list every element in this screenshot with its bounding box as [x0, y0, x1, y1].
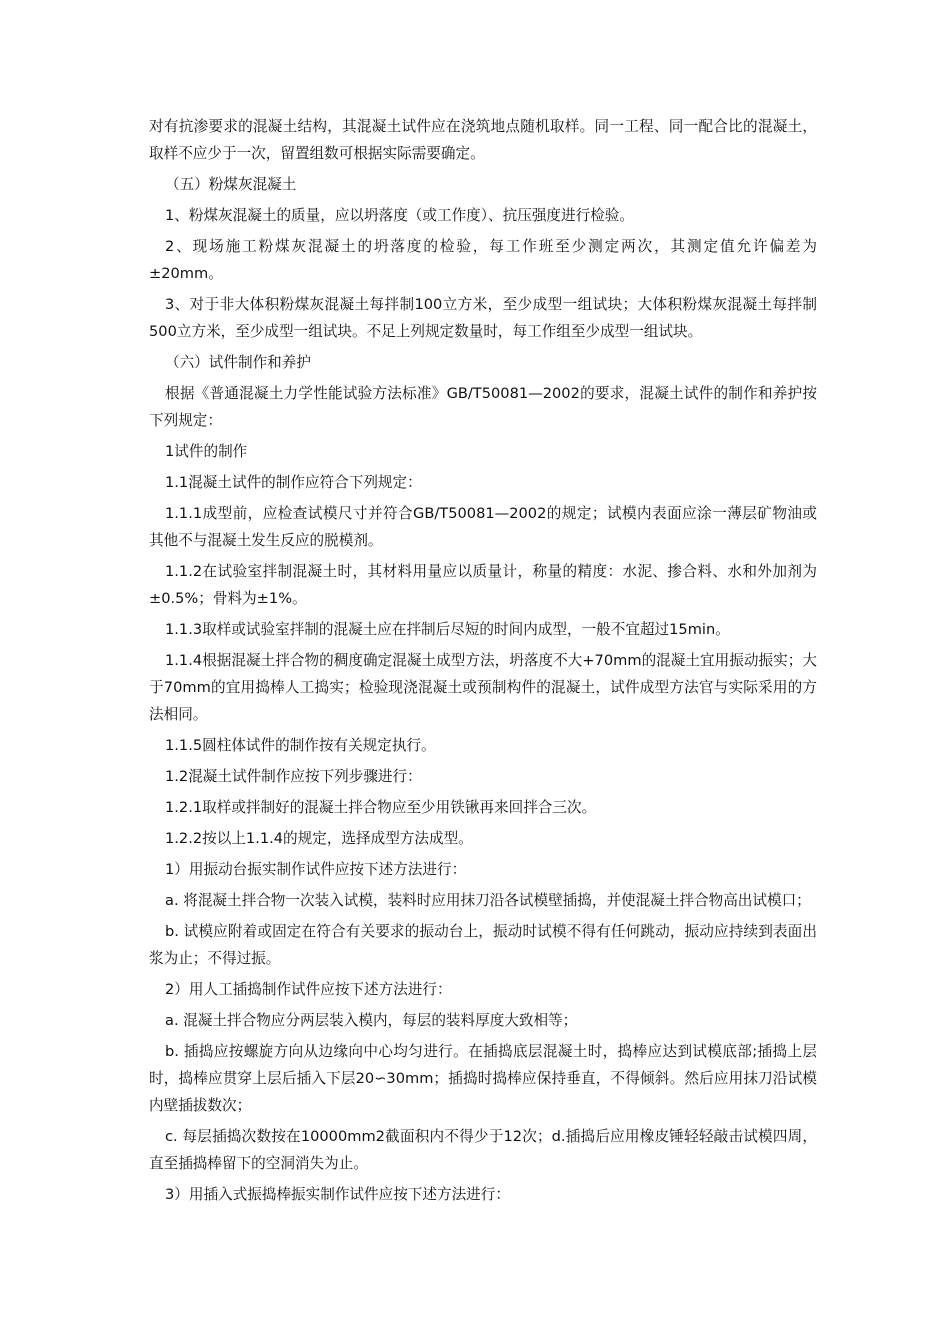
paragraph: 3、对于非大体积粉煤灰混凝土每拌制100立方米，至少成型一组试块；大体积粉煤灰混凝土每拌制500立方米，至少成型一组试块。不足上列规定数量时，每工作组至少成型一组试块。: [149, 296, 817, 340]
paragraph: 1.2混凝土试件制作应按下列步骤进行：: [165, 768, 422, 785]
paragraph: b. 试模应附着或固定在符合有关要求的振动台上，振动时试模不得有任何跳动，振动应持续到表面出浆为止；不得过振。: [149, 923, 817, 967]
paragraph: a. 将混凝土拌合物一次装入试模，装料时应用抹刀沿各试模壁插捣，并使混凝土拌合物高出试模口；: [165, 892, 811, 909]
paragraph: 1.2.1取样或拌制好的混凝土拌合物应至少用铁锹再来回拌合三次。: [165, 799, 597, 816]
paragraph: 2、现场施工粉煤灰混凝土的坍落度的检验，每工作班至少测定两次，其测定值允许偏差为±20mm。: [149, 238, 817, 282]
paragraph: b. 插捣应按螺旋方向从边缘向中心均匀进行。在插捣底层混凝土时，捣棒应达到试模底部;插捣上层时，捣棒应贯穿上层后插入下层20∽30mm；插捣时捣棒应保持垂直，不得倾斜。然后应用抹刀沿试模内壁插拔数次；: [149, 1043, 817, 1114]
paragraph: 3）用插入式振捣棒振实制作试件应按下述方法进行：: [165, 1186, 510, 1203]
paragraph: 1.1.4根据混凝土拌合物的稠度确定混凝土成型方法，坍落度不大+70mm的混凝土宜用振动振实；大于70mm的宜用捣棒人工捣实；检验现浇混凝土或预制构件的混凝土，试件成型方法官与实际采用的方法相同。: [149, 652, 817, 723]
paragraph: 1.1.1成型前，应检查试模尺寸并符合GB/T50081—2002的规定；试模内表面应涂一薄层矿物油或其他不与混凝土发生反应的脱模剂。: [149, 505, 817, 549]
paragraph: 1.2.2按以上1.1.4的规定，选择成型方法成型。: [165, 830, 473, 847]
paragraph: 1.1混凝土试件的制作应符合下列规定：: [165, 474, 422, 491]
paragraph: 对有抗渗要求的混凝土结构，其混凝土试件应在浇筑地点随机取样。同一工程、同一配合比的混凝土，取样不应少于一次，留置组数可根据实际需要确定。: [149, 118, 817, 162]
subsection-heading: 1试件的制作: [165, 443, 248, 460]
paragraph: c. 每层插捣次数按在10000mm2截面积内不得少于12次；d.插捣后应用橡皮锤轻轻敲击试模四周，直至插捣棒留下的空洞消失为止。: [149, 1128, 817, 1172]
paragraph: 1.1.3取样或试验室拌制的混凝土应在拌制后尽短的时间内成型，一般不宜超过15min。: [165, 621, 730, 638]
paragraph: 根据《普通混凝土力学性能试验方法标准》GB/T50081—2002的要求，混凝土试件的制作和养护按下列规定：: [149, 385, 817, 429]
document-body: [149, 113, 817, 1208]
paragraph: 1.1.5圆柱体试件的制作按有关规定执行。: [165, 737, 436, 754]
paragraph: 2）用人工插捣制作试件应按下述方法进行：: [165, 981, 452, 998]
paragraph: 1、粉煤灰混凝土的质量，应以坍落度（或工作度）、抗压强度进行检验。: [165, 207, 634, 224]
paragraph: a. 混凝土拌合物应分两层装入模内，每层的装料厚度大致相等；: [165, 1012, 578, 1029]
paragraph: 1.1.2在试验室拌制混凝土时，其材料用量应以质量计，称量的精度：水泥、掺合料、水和外加剂为±0.5%；骨料为±1%。: [149, 563, 817, 607]
paragraph: 1）用振动台振实制作试件应按下述方法进行：: [165, 861, 467, 878]
section-heading: （六）试件制作和养护: [165, 354, 311, 371]
section-heading: （五）粉煤灰混凝土: [165, 176, 297, 193]
